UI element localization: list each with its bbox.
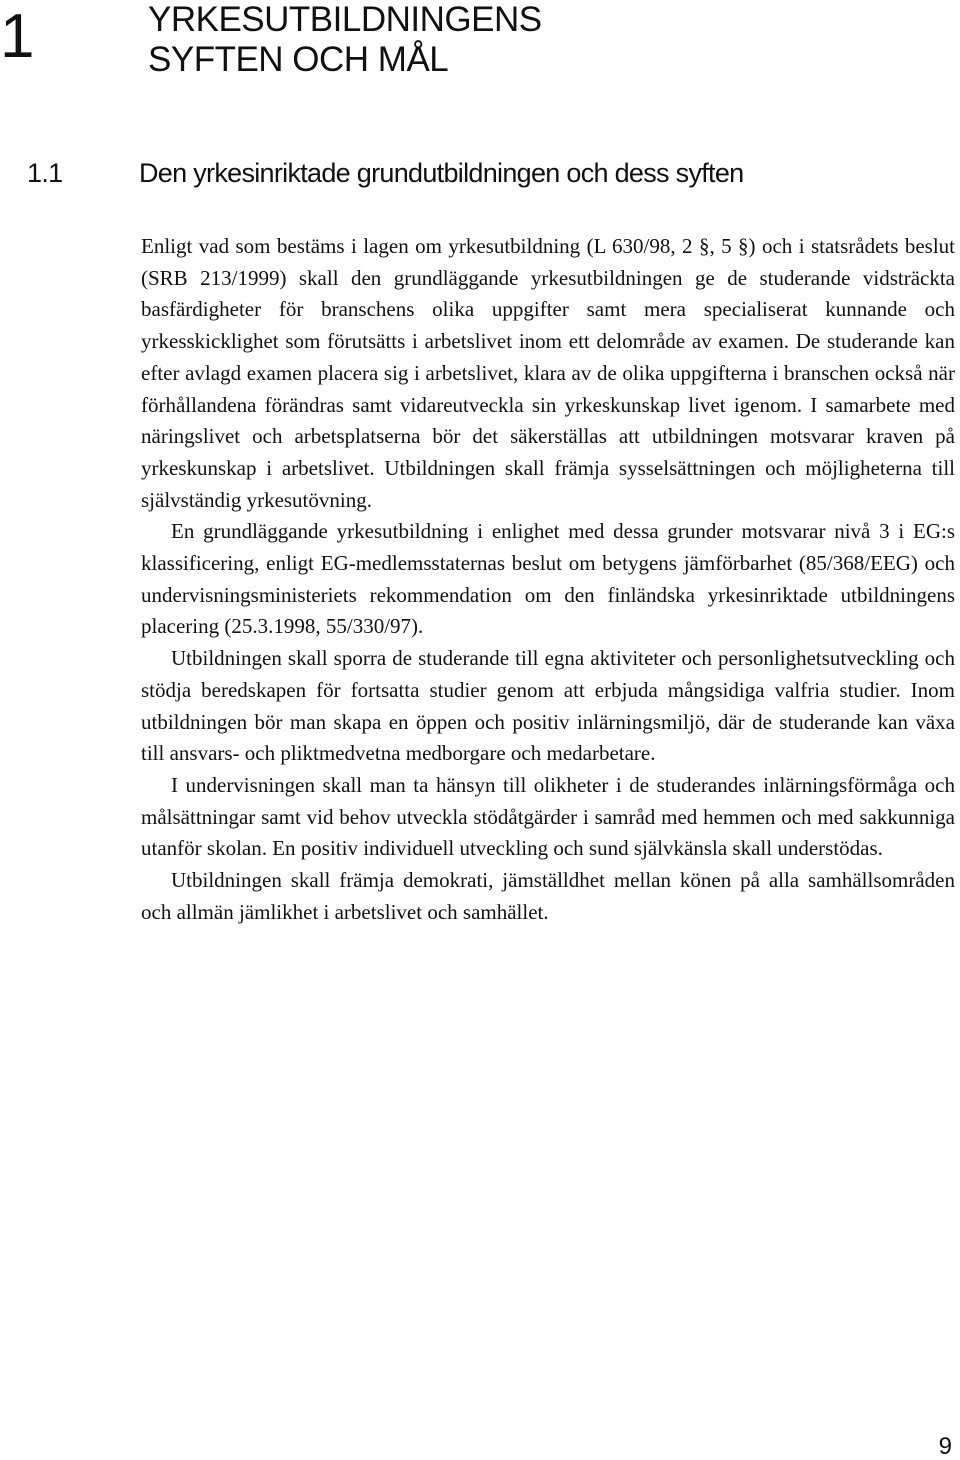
paragraph-3: Utbildningen skall sporra de studerande till egna aktiviteter och personlighetsutveckling och stödja beredskapen för fortsatta studier genom att erbjuda mångsidiga valfria studier. Inom utbildningen bör man skapa en öppen och positiv inlärningsmiljö, där de studerande kan växa till ansvars- och pliktmedvetna medborgare och medarbetare.: [141, 646, 955, 766]
chapter-number: 1: [0, 2, 35, 71]
paragraph-1-part-b: De studerande kan efter avlagd examen placera sig i arbetslivet, klara av de olika uppgifterna i branschen också när förhållandena förändras samt vidareutveckla sin yrkeskunskap livet igenom. I samarbete med näringslivet och arbetsplatserna bör det säkerställas att utbildningen motsvarar kraven på yrkeskunskap i arbetslivet. Utbildningen skall främja sysselsättningen och möjligheterna till självständig yrkesutövning.: [141, 329, 955, 512]
paragraph-5: Utbildningen skall främja demokrati, jämställdhet mellan könen på alla samhällsområden och allmän jämlikhet i arbetslivet och samhället.: [141, 868, 955, 924]
chapter-title-line-1: YRKESUTBILDNINGENS: [148, 0, 542, 39]
body-text: [141, 231, 955, 928]
chapter-title-line-2: SYFTEN OCH MÅL: [148, 40, 449, 79]
section-heading: [27, 156, 743, 190]
chapter-title: [148, 0, 542, 80]
paragraph-2: En grundläggande yrkesutbildning i enlighet med dessa grunder motsvarar nivå 3 i EG:s klassificering, enligt EG-medlemsstaternas beslut om betygens jämförbarhet (85/368/EEG) och undervisningsministeriets rekommendation om den finländska yrkesinriktade utbildningens placering (25.3.1998, 55/330/97).: [141, 519, 955, 639]
section-title: Den yrkesinriktade grundutbildningen och dess syften: [139, 158, 744, 188]
section-number: 1.1: [27, 158, 63, 188]
paragraph-4: I undervisningen skall man ta hänsyn till olikheter i de studerandes inlärningsförmåga och målsättningar samt vid behov utveckla stödåtgärder i samråd med hemmen och med sakkunniga utanför skolan. En positiv individuell utveckling och sund självkänsla skall understödas.: [141, 772, 955, 861]
paragraph-1: [141, 231, 955, 516]
page-number: 9: [938, 1433, 952, 1460]
paragraph-1-part-a: Enligt vad som bestäms i lagen om yrkesutbildning (L 630/98, 2 §, 5 §) och i statsrådets beslut (SRB 213/1999) skall den grundläggande yrkesutbildningen ge de studerande vidsträckta basfärdigheter för branschens olika uppgifter samt mera specialiserat kunnande och yrkesskicklighet som förutsätts i arbetslivet inom ett delområde av examen.: [141, 234, 955, 354]
